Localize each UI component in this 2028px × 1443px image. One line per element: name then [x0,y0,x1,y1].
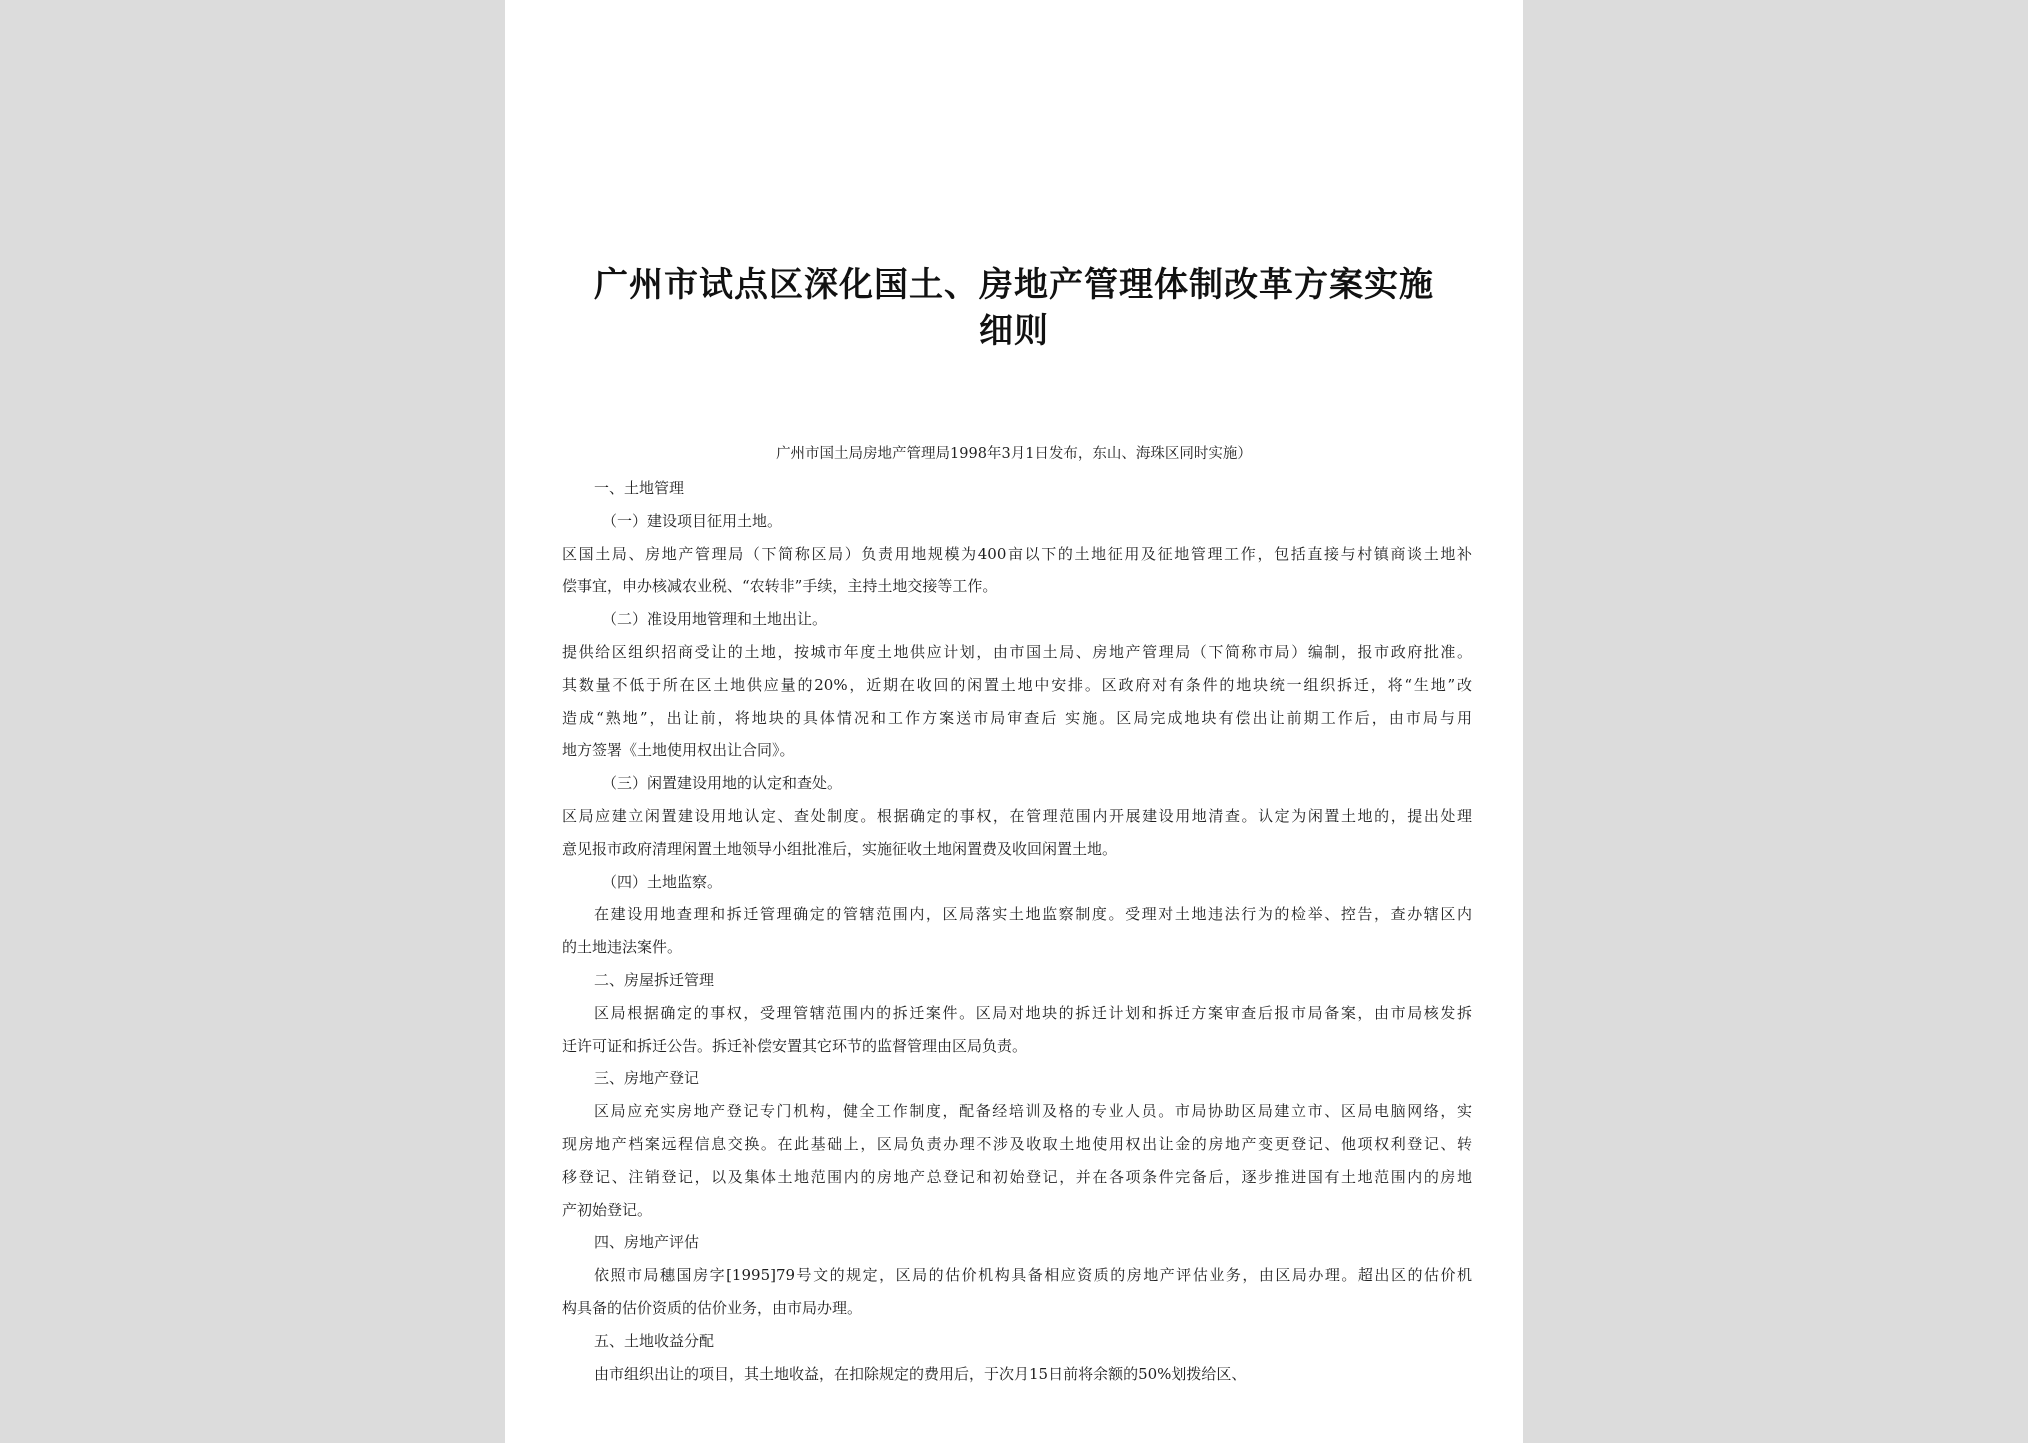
paragraph-line: （一）建设项目征用土地。 [602,511,783,530]
paragraph-line: 一、土地管理 [594,479,685,497]
paragraph-line: 依照市局穗国房字[1995]79号文的规定，区局的估价机构具备相应资质的房地产评估业务，由区局办理。超出区的估价机 [594,1266,1472,1285]
paragraph-line: 区局根据确定的事权，受理管辖范围内的拆迁案件。区局对地块的拆迁计划和拆迁方案审查后报市局备案，由市局核发拆 [594,1003,1472,1022]
paragraph-line: 区国土局、房地产管理局（下简称区局）负责用地规模为400亩以下的土地征用及征地管理工作，包括直接与村镇商谈土地补 [562,544,1472,563]
paragraph-line: 构具备的估价资质的估价业务，由市局办理。 [562,1298,863,1317]
paragraph-line: 移登记、注销登记，以及集体土地范围内的房地产总登记和初始登记，并在各项条件完备后，逐步推进国有土地范围内的房地 [562,1167,1472,1186]
paragraph-line: 产初始登记。 [562,1200,653,1219]
document-body [562,472,1472,1390]
document-source: 广州市国土局房地产管理局1998年3月1日发布，东山、海珠区同时实施） [776,446,1252,462]
paragraph-line: 四、房地产评估 [594,1233,700,1252]
title-line-1: 广州市试点区深化国土、房地产管理体制改革方案实施 [594,265,1434,305]
paragraph-line: 现房地产档案远程信息交换。在此基础上，区局负责办理不涉及收取土地使用权出让金的房地产变更登记、他项权利登记、转 [562,1134,1472,1153]
paragraph-line: 偿事宜，申办核减农业税、“农转非”手续，主持土地交接等工作。 [562,577,998,596]
paragraph-line: 地方签署《土地使用权出让合同》。 [562,741,795,760]
document-page [505,0,1523,1443]
paragraph-line: （三）闲置建设用地的认定和查处。 [602,774,843,793]
paragraph-line: 造成“熟地”，出让前，将地块的具体情况和工作方案送市局审查后 实施。区局完成地块有偿出让前期工作后，由市局与用 [562,708,1472,727]
paragraph-line: 提供给区组织招商受让的土地，按城市年度土地供应计划，由市国土局、房地产管理局（下简称市局）编制，报市政府批准。 [562,642,1472,661]
title-line-2: 细则 [979,311,1049,351]
paragraph-line: 在建设用地查理和拆迁管理确定的管辖范围内，区局落实土地监察制度。受理对土地违法行为的检举、控告，查办辖区内 [594,905,1472,924]
paragraph-line: 其数量不低于所在区土地供应量的20%，近期在收回的闲置土地中安排。区政府对有条件的地块统一组织拆迁，将“生地”改 [562,675,1472,694]
paragraph-line: 区局应建立闲置建设用地认定、查处制度。根据确定的事权，在管理范围内开展建设用地清查。认定为闲置土地的，提出处理 [562,806,1472,825]
paragraph-line: （二）准设用地管理和土地出让。 [602,610,828,629]
paragraph-line: 区局应充实房地产登记专门机构，健全工作制度，配备经培训及格的专业人员。市局协助区局建立市、区局电脑网络，实 [594,1102,1472,1121]
paragraph-line: （四）土地监察。 [602,872,723,891]
paragraph-line: 由市组织出让的项目，其土地收益，在扣除规定的费用后，于次月15日前将余额的50%划拨给区、 [594,1364,1247,1383]
paragraph-line: 意见报市政府清理闲置土地领导小组批准后，实施征收土地闲置费及收回闲置土地。 [562,839,1118,858]
paragraph-line: 三、房地产登记 [594,1069,700,1088]
document-title [545,262,1483,354]
paragraph-line: 二、房屋拆迁管理 [594,970,715,989]
paragraph-line: 迁许可证和拆迁公告。拆迁补偿安置其它环节的监督管理由区局负责。 [562,1036,1028,1055]
paragraph-line: 的土地违法案件。 [562,938,683,957]
paragraph-line: 五、土地收益分配 [594,1331,715,1350]
